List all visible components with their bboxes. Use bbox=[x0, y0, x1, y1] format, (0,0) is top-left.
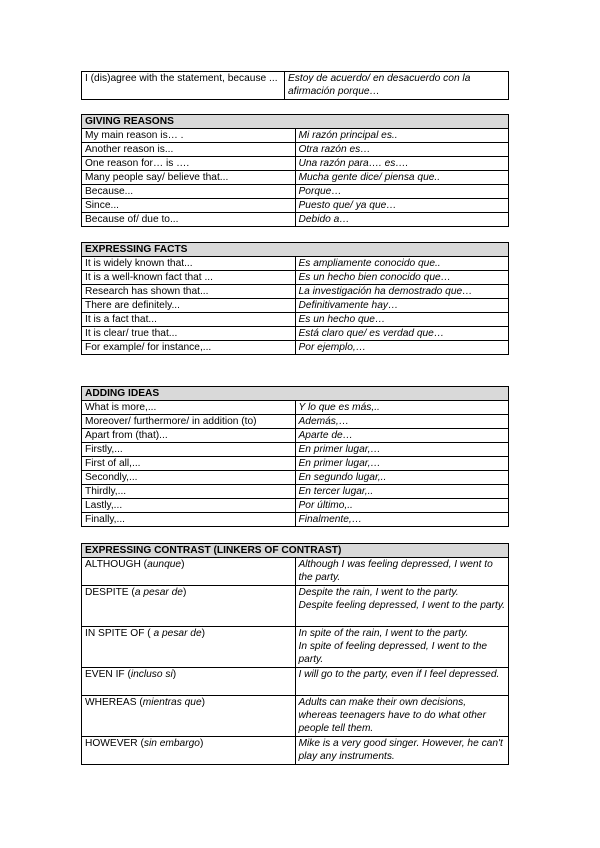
table-row bbox=[82, 285, 509, 299]
linker-close: ) bbox=[172, 669, 177, 680]
table-row bbox=[82, 696, 509, 737]
english-phrase: Finally,... bbox=[82, 513, 296, 527]
example-sentence: I will go to the party, even if I feel depressed. bbox=[295, 668, 509, 696]
english-phrase: Moreover/ furthermore/ in addition (to) bbox=[82, 415, 296, 429]
giving-reasons-table bbox=[81, 114, 509, 227]
english-phrase: Thirdly,... bbox=[82, 485, 296, 499]
linker-spanish: a pesar de bbox=[153, 628, 202, 639]
example-sentence: Although I was feeling depressed, I went to the party. bbox=[295, 558, 509, 586]
spanish-translation: Una razón para…. es…. bbox=[295, 157, 509, 171]
example-sentence: In spite of the rain, I went to the party. bbox=[298, 628, 469, 639]
spanish-translation: En segundo lugar,.. bbox=[295, 471, 509, 485]
table-row bbox=[82, 737, 509, 765]
english-phrase: For example/ for instance,... bbox=[82, 341, 296, 355]
spanish-translation: En primer lugar,… bbox=[295, 443, 509, 457]
spanish-translation: En tercer lugar,.. bbox=[295, 485, 509, 499]
english-phrase: Because... bbox=[82, 185, 296, 199]
spanish-translation: Aparte de… bbox=[295, 429, 509, 443]
section-header-row bbox=[82, 115, 509, 129]
linker-close: ) bbox=[181, 559, 185, 570]
expressing-facts-table bbox=[81, 242, 509, 355]
spanish-translation: Y lo que es más,.. bbox=[295, 401, 509, 415]
table-row bbox=[82, 499, 509, 513]
spanish-translation: Otra razón es… bbox=[295, 143, 509, 157]
english-phrase: I (dis)agree with the statement, because ... bbox=[82, 72, 285, 100]
example-sentence: In spite of feeling depressed, I went to the party. bbox=[298, 641, 488, 665]
english-phrase: Because of/ due to... bbox=[82, 213, 296, 227]
linker-cell bbox=[82, 737, 296, 765]
table-row bbox=[82, 299, 509, 313]
linker-spanish: a pesar de bbox=[134, 587, 183, 598]
section-title: EXPRESSING CONTRAST (LINKERS OF CONTRAST) bbox=[82, 544, 509, 558]
table-row bbox=[82, 485, 509, 499]
spanish-translation: Es un hecho que… bbox=[295, 313, 509, 327]
spanish-translation: Mucha gente dice/ piensa que.. bbox=[295, 171, 509, 185]
table-row bbox=[82, 143, 509, 157]
statement-table bbox=[81, 71, 509, 100]
english-phrase: It is widely known that... bbox=[82, 257, 296, 271]
example-sentence: Despite feeling depressed, I went to the party. bbox=[298, 600, 506, 611]
linker-spanish: aunque bbox=[147, 559, 182, 570]
section-header-row bbox=[82, 243, 509, 257]
spanish-translation: Puesto que/ ya que… bbox=[295, 199, 509, 213]
table-row bbox=[82, 668, 509, 696]
spanish-translation: Debido a… bbox=[295, 213, 509, 227]
linker-cell bbox=[82, 586, 296, 627]
english-phrase: It is a fact that... bbox=[82, 313, 296, 327]
spanish-translation: Porque… bbox=[295, 185, 509, 199]
english-phrase: One reason for… is …. bbox=[82, 157, 296, 171]
linker-word: ALTHOUGH ( bbox=[85, 559, 148, 570]
table-row bbox=[82, 72, 509, 100]
linker-spanish: sin embargo bbox=[143, 738, 200, 749]
spanish-translation: Estoy de acuerdo/ en desacuerdo con la afirmación porque… bbox=[285, 72, 509, 100]
linker-close: ) bbox=[201, 697, 206, 708]
english-phrase: Research has shown that... bbox=[82, 285, 296, 299]
linker-word: IN SPITE OF ( bbox=[85, 628, 154, 639]
example-cell bbox=[295, 627, 509, 668]
table-row bbox=[82, 471, 509, 485]
example-sentence: Adults can make their own decisions, whereas teenagers have to do what other people tell them. bbox=[295, 696, 509, 737]
english-phrase: Apart from (that)... bbox=[82, 429, 296, 443]
section-header-row bbox=[82, 544, 509, 558]
linker-spanish: mientras que bbox=[142, 697, 202, 708]
table-row bbox=[82, 199, 509, 213]
section-title: EXPRESSING FACTS bbox=[82, 243, 509, 257]
linker-cell bbox=[82, 627, 296, 668]
english-phrase: Another reason is... bbox=[82, 143, 296, 157]
table-row bbox=[82, 257, 509, 271]
linker-close: ) bbox=[201, 628, 206, 639]
linker-word: HOWEVER ( bbox=[85, 738, 144, 749]
english-phrase: Firstly,... bbox=[82, 443, 296, 457]
spanish-translation: Por último,.. bbox=[295, 499, 509, 513]
adding-ideas-table bbox=[81, 386, 509, 527]
spanish-translation: En primer lugar,… bbox=[295, 457, 509, 471]
spanish-translation: La investigación ha demostrado que… bbox=[295, 285, 509, 299]
table-row bbox=[82, 429, 509, 443]
spanish-translation: Además,… bbox=[295, 415, 509, 429]
english-phrase: There are definitely... bbox=[82, 299, 296, 313]
linker-word: DESPITE ( bbox=[85, 587, 135, 598]
english-phrase: Since... bbox=[82, 199, 296, 213]
table-row bbox=[82, 415, 509, 429]
section-title: GIVING REASONS bbox=[82, 115, 509, 129]
linker-cell bbox=[82, 696, 296, 737]
spanish-translation: Definitivamente hay… bbox=[295, 299, 509, 313]
linker-spanish: incluso si bbox=[130, 669, 173, 680]
example-cell bbox=[295, 586, 509, 627]
table-row bbox=[82, 213, 509, 227]
linker-close: ) bbox=[199, 738, 204, 749]
table-row bbox=[82, 341, 509, 355]
spanish-translation: Finalmente,… bbox=[295, 513, 509, 527]
english-phrase: It is clear/ true that... bbox=[82, 327, 296, 341]
spanish-translation: Está claro que/ es verdad que… bbox=[295, 327, 509, 341]
table-row bbox=[82, 129, 509, 143]
spanish-translation: Mi razón principal es.. bbox=[295, 129, 509, 143]
table-row bbox=[82, 185, 509, 199]
linker-close: ) bbox=[182, 587, 187, 598]
english-phrase: Secondly,... bbox=[82, 471, 296, 485]
example-sentence: Mike is a very good singer. However, he can't play any instruments. bbox=[295, 737, 509, 765]
table-row bbox=[82, 313, 509, 327]
english-phrase: Many people say/ believe that... bbox=[82, 171, 296, 185]
table-row bbox=[82, 627, 509, 668]
example-sentence: Despite the rain, I went to the party. bbox=[298, 587, 459, 598]
table-row bbox=[82, 157, 509, 171]
linker-cell bbox=[82, 668, 296, 696]
expressing-contrast-table bbox=[81, 543, 509, 765]
english-phrase: It is a well-known fact that ... bbox=[82, 271, 296, 285]
linker-word: WHEREAS ( bbox=[85, 697, 143, 708]
spanish-translation: Es ampliamente conocido que.. bbox=[295, 257, 509, 271]
english-phrase: Lastly,... bbox=[82, 499, 296, 513]
spanish-translation: Por ejemplo,… bbox=[295, 341, 509, 355]
section-title: ADDING IDEAS bbox=[82, 387, 509, 401]
table-row bbox=[82, 171, 509, 185]
table-row bbox=[82, 513, 509, 527]
section-header-row bbox=[82, 387, 509, 401]
linker-word: EVEN IF ( bbox=[85, 669, 131, 680]
english-phrase: My main reason is… . bbox=[82, 129, 296, 143]
table-row bbox=[82, 586, 509, 627]
table-row bbox=[82, 327, 509, 341]
english-phrase: What is more,... bbox=[82, 401, 296, 415]
english-phrase: First of all,... bbox=[82, 457, 296, 471]
table-row bbox=[82, 558, 509, 586]
table-row bbox=[82, 457, 509, 471]
linker-cell bbox=[82, 558, 296, 586]
spanish-translation: Es un hecho bien conocido que… bbox=[295, 271, 509, 285]
table-row bbox=[82, 271, 509, 285]
table-row bbox=[82, 401, 509, 415]
table-row bbox=[82, 443, 509, 457]
